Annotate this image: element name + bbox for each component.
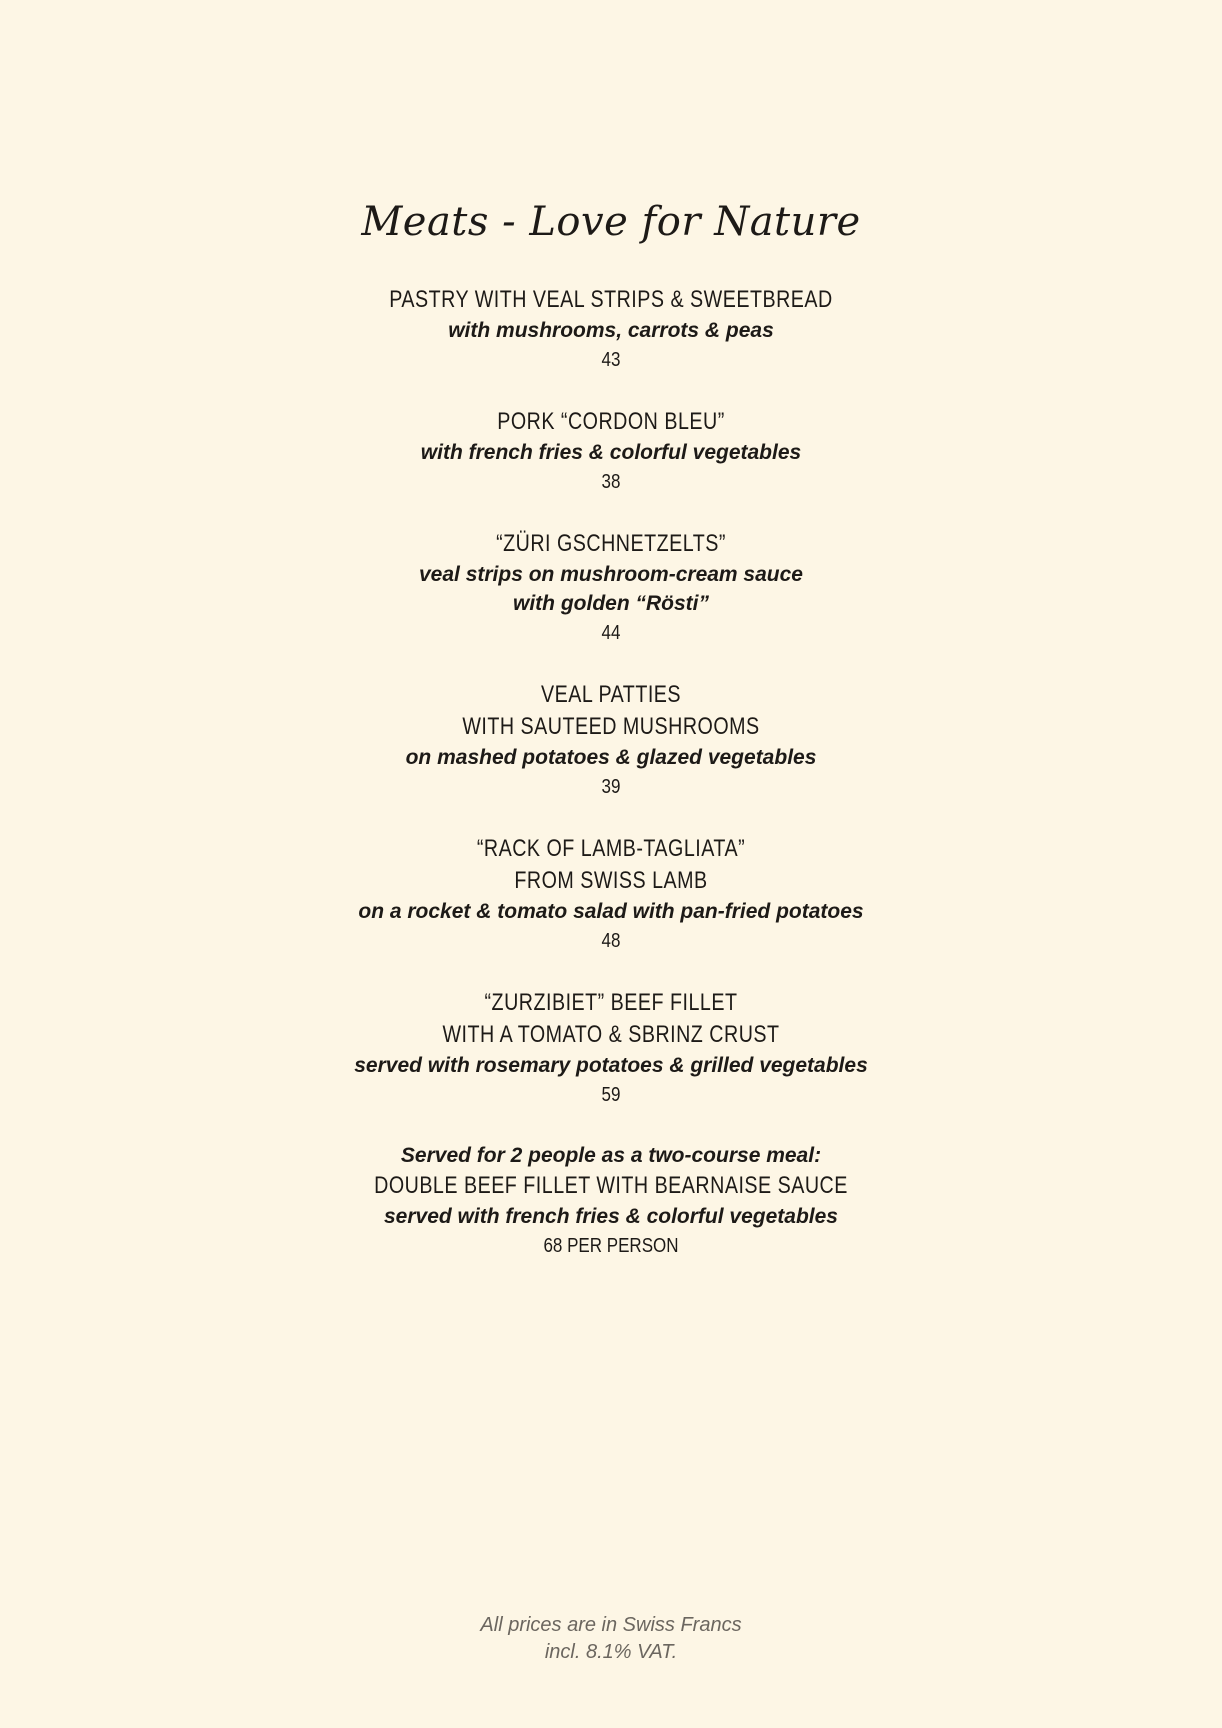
menu-item-price: 38 (601, 471, 621, 493)
menu-item-name: “ZÜRI GSCHNETZELTS” (496, 530, 726, 557)
menu-item-name: PORK “CORDON BLEU” (497, 408, 725, 435)
menu-item-price: 68 PER PERSON (543, 1235, 679, 1257)
menu-title: Meats - Love for Nature (361, 199, 861, 245)
menu-item-description: with mushrooms, carrots & peas (448, 319, 774, 342)
menu-item (0, 406, 1222, 498)
menu-item-price: 44 (601, 622, 621, 644)
menu-item-name: DOUBLE BEEF FILLET WITH BEARNAISE SAUCE (374, 1172, 848, 1199)
menu-item-description: with golden “Rösti” (513, 592, 709, 615)
menu-item (0, 284, 1222, 376)
price-note-currency: All prices are in Swiss Francs (480, 1614, 742, 1636)
menu-item-price: 48 (601, 930, 621, 952)
price-note (0, 1612, 1222, 1666)
price-note-vat: incl. 8.1% VAT. (544, 1641, 678, 1663)
menu-item (0, 833, 1222, 957)
menu-item-name: “RACK OF LAMB-TAGLIATA” (476, 835, 746, 862)
menu-item-price: 59 (601, 1084, 621, 1106)
menu-item-intro: Served for 2 people as a two-course meal: (400, 1144, 822, 1167)
menu-item-name: PASTRY WITH VEAL STRIPS & SWEETBREAD (389, 286, 833, 313)
menu-item-description: served with french fries & colorful vegetables (384, 1205, 838, 1228)
menu-item (0, 528, 1222, 649)
menu-item-name: VEAL PATTIES (540, 681, 682, 708)
menu-item (0, 987, 1222, 1111)
menu-item-name: “ZURZIBIET” BEEF FILLET (484, 989, 738, 1016)
menu-item (0, 679, 1222, 803)
menu-item-list (0, 284, 1222, 1292)
menu-item-description: on mashed potatoes & glazed vegetables (405, 746, 817, 769)
menu-item-description: on a rocket & tomato salad with pan-fried potatoes (358, 900, 864, 923)
menu-item-description: veal strips on mushroom-cream sauce (419, 563, 803, 586)
menu-item-name: WITH A TOMATO & SBRINZ CRUST (442, 1021, 780, 1048)
menu-item-price: 39 (601, 776, 621, 798)
menu-item-name: FROM SWISS LAMB (514, 867, 708, 894)
menu-item-price: 43 (601, 349, 621, 371)
menu-item (0, 1141, 1222, 1262)
menu-item-description: with french fries & colorful vegetables (420, 441, 802, 464)
menu-item-description: served with rosemary potatoes & grilled vegetables (354, 1054, 868, 1077)
menu-item-name: WITH SAUTEED MUSHROOMS (462, 713, 760, 740)
